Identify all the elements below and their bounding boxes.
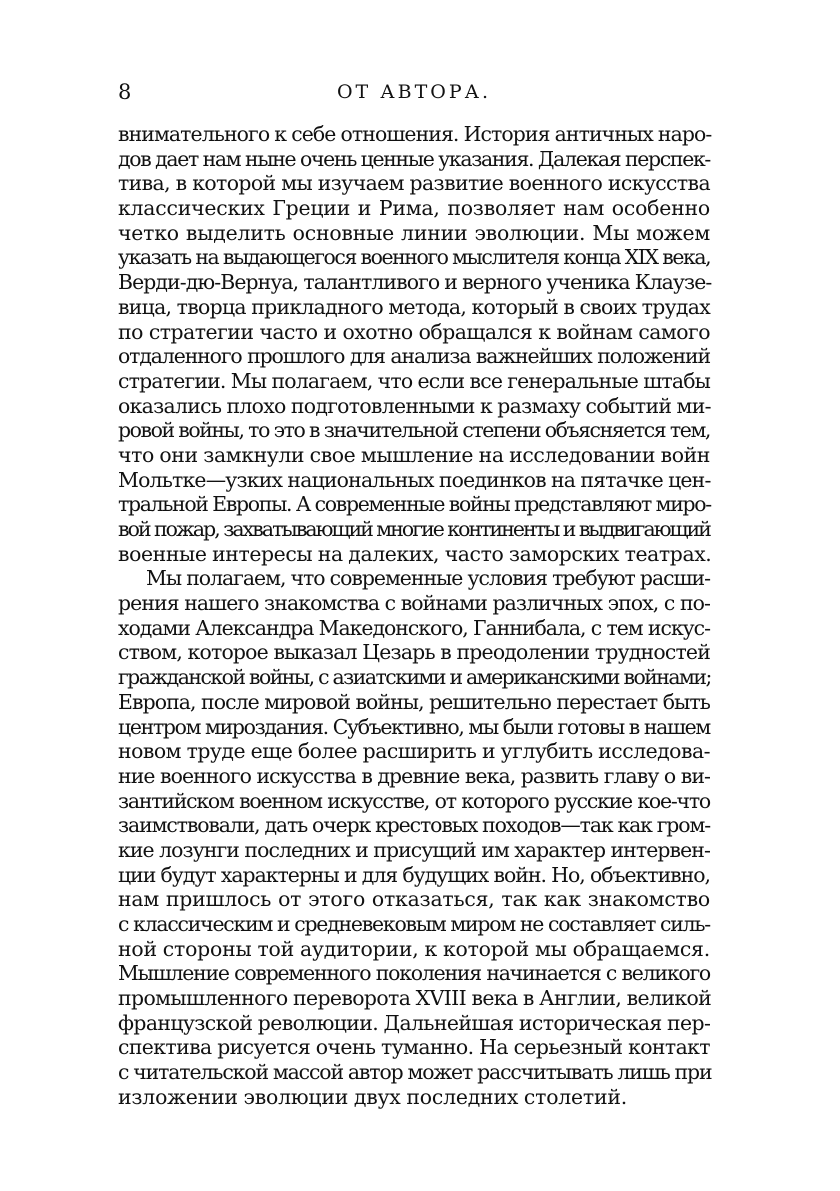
- text-line: Европа, после мировой войны, решительно перестает быть: [118, 689, 710, 714]
- text-line: кие лозунги последних и присущий им характер интервен-: [118, 837, 710, 862]
- text-line: Верди-дю-Вернуа, талантливого и верного ученика Клаузе-: [118, 270, 712, 295]
- text-line: внимательного к себе отношения. История античных наро-: [118, 122, 712, 146]
- paragraph-2: [118, 566, 710, 1109]
- text-line: ходами Александра Македонского, Ганнибала, с тем искус-: [118, 615, 710, 640]
- running-head: ОТ АВТОРА.: [336, 81, 492, 103]
- text-line: классических Греции и Рима, позволяет нам особенно: [118, 196, 710, 221]
- text-line: что они замкнули свое мышление на исследовании войн: [118, 442, 710, 467]
- text-line: тива, в которой мы изучаем развитие военного искусства: [118, 171, 710, 196]
- text-line: Мышление современного поколения начинается с великого: [118, 961, 710, 986]
- text-line: промышленного переворота XVIII века в Англии, великой: [118, 986, 712, 1011]
- text-line: четко выделить основные линии эволюции. Мы можем: [118, 220, 710, 245]
- text-line: ние военного искусства в древние века, развить главу о ви-: [118, 763, 710, 788]
- text-line: дов дает нам ныне очень ценные указания. Далекая перспек-: [118, 146, 711, 171]
- text-line: ной стороны той аудитории, к которой мы обращаемся.: [118, 936, 710, 961]
- text-line: изложении эволюции двух последних столетий.: [118, 1084, 628, 1109]
- text-line: заимствовали, дать очерк крестовых походов—так как гром-: [118, 813, 710, 838]
- text-line: нам пришлось от этого отказаться, так как знакомство: [118, 887, 710, 912]
- page-number: 8: [118, 80, 132, 104]
- text-line: Мольтке—узких национальных поединков на пятачке цен-: [118, 467, 711, 492]
- text-line: вица, творца прикладного метода, который в своих трудах: [118, 294, 710, 319]
- paragraph-1: [118, 122, 710, 566]
- text-line: по стратегии часто и охотно обращался к войнам самого: [118, 319, 710, 344]
- text-line: оказались плохо подготовленными к размаху событий ми-: [118, 393, 711, 418]
- text-line: центром мироздания. Субъективно, мы были готовы в нашем: [118, 714, 710, 739]
- text-line: тральной Европы. А современные войны представляют миро-: [118, 492, 711, 517]
- text-line: гражданской войны, с азиатскими и американскими войнами;: [118, 665, 711, 690]
- text-line: ством, которое выказал Цезарь в преодолении трудностей: [118, 640, 710, 665]
- page-header: [118, 78, 710, 108]
- text-line: вой пожар, захватывающий многие континенты и выдвигающий: [118, 517, 710, 541]
- text-line: ции будут характерны и для будущих войн. Но, объективно,: [118, 862, 710, 887]
- text-line: ровой войны, то это в значительной степени объясняется тем,: [118, 418, 710, 443]
- text-line: указать на выдающегося военного мыслителя конца XIX века,: [118, 245, 711, 270]
- text-line: стратегии. Мы полагаем, что если все генеральные штабы: [118, 368, 711, 393]
- text-line: зантийском военном искусстве, от которого русские кое-что: [118, 788, 710, 813]
- text-line: отдаленного прошлого для анализа важнейших положений: [118, 344, 710, 369]
- text-line: с читательской массой автор может рассчитывать лишь при: [118, 1060, 712, 1085]
- text-line: рения нашего знакомства с войнами различных эпох, с по-: [118, 591, 710, 616]
- text-line: новом труде еще более расширить и углубить исследова-: [118, 739, 710, 764]
- body-text: [118, 122, 710, 1110]
- text-line: спектива рисуется очень туманно. На серьезный контакт: [118, 1035, 710, 1060]
- text-line: военные интересы на далеких, часто заморских театрах.: [118, 541, 712, 566]
- text-line: Мы полагаем, что современные условия требуют расши-: [146, 566, 710, 591]
- text-line: французской революции. Дальнейшая историческая пер-: [118, 1010, 711, 1035]
- text-line: с классическим и средневековым миром не составляет силь-: [118, 912, 710, 936]
